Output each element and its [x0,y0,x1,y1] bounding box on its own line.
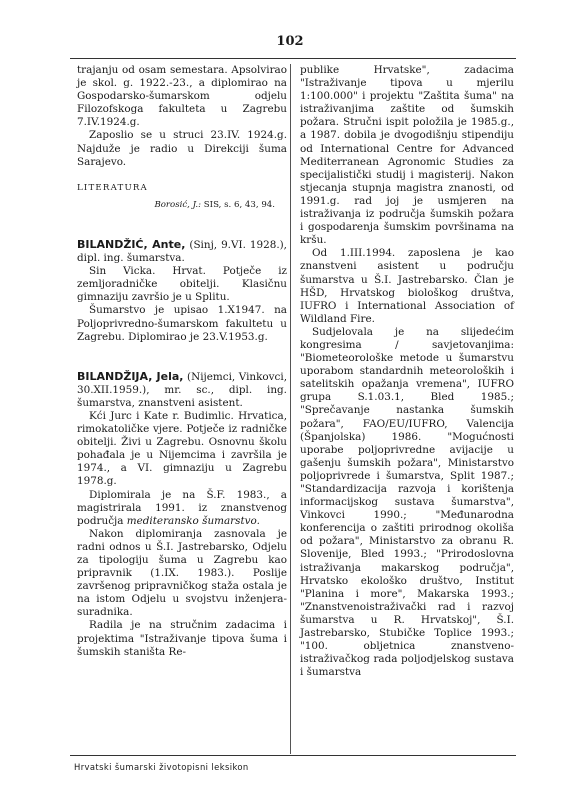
paragraph: Sudjelovala je na slijedećim kongresima / savjetovanjima: "Biometeorološke metode u šumarstvu uporabom standardnih meteoroloških i satelitskih opažanja vremena", IUFRO grupa S.1.03.1, Bled 1985.; "Sprečavanje nastanka šumskih požara", FAO/EU/IUFRO, Valencija (Španjolska) 1986. "Mogućnosti uporabe poljoprivredne avijacije u gašenju šumskih požara", Ministarstvo poljoprivrede i šumarstva, Split 1987.; "Standardizacija razvoja i korištenja informacijskog sustava šumarstva", Vinkovci 1990.; "Međunarodna konferencija o zaštiti prirodnog okoliša od požara", Ministarstvo za obranu R. Slovenije, Bled 1993.; "Prirodoslovna istraživanja makarskog područja", Hrvatsko ekološko društvo, Institut "Planina i more", Makarska 1993.; "Znanstvenoistraživački rad i razvoj šumarstva u R. Hrvatskoj", Š.I. Jastrebarsko, Stubičke Toplice 1993.; "100. obljetnica znanstveno-istraživačkog rada poljodjelskog sustava i šumarstva [300,325,514,679]
paragraph [77,489,287,528]
paragraph-text: Diplomirala je na Š.F. 1983., a magistrirala 1991. iz znanstvenog područja [77,488,287,527]
emphasis-text: mediteransko šumarstvo. [126,514,260,527]
page-number: 102 [276,34,304,49]
literature-heading: LITERATURA [77,182,148,193]
paragraph: Zaposlio se u struci 23.IV. 1924.g. Najduže je radio u Direkciji šuma Sarajevo. [77,129,287,168]
footer-text: Hrvatski šumarski životopisni leksikon [74,762,249,772]
column-divider [290,64,291,754]
left-column [77,64,287,659]
entry-heading-bilandzic [77,238,287,265]
entry-details: (Sinj, 9.VI. 1928.), dipl. ing. šumarstva. [77,238,287,265]
paragraph: Radila je na stručnim zadacima i projektima "Istraživanje tipova šuma i šumskih staništa Re- [77,619,287,658]
paragraph: Šumarstvo je upisao 1.X1947. na Poljoprivredno-šumarskom fakultetu u Zagrebu. Diplomirao je 23.V.1953.g. [77,304,287,343]
literature-author: Borosić, J.: [154,199,202,210]
paragraph: Nakon diplomiranja zasnovala je radni odnos u Š.I. Jastrebarsko, Odjelu za tipologiju šuma u Zagrebu kao pripravnik (1.IX. 1983.). Poslije završenog pripravničkog staža ostala je na istom Odjelu u svojstvu inženjera-suradnika. [77,527,287,619]
paragraph: Sin Vicka. Hrvat. Potječe iz zemljoradničke obitelji. Klasičnu gimnaziju završio je u Splitu. [77,265,287,304]
header-rule [70,58,516,59]
paragraph: trajanju od osam semestara. Apsolvirao je skol. g. 1922.-23., a diplomirao na Gospodarsko-šumarskom odjelu Filozofskoga fakulteta u Zagrebu 7.IV.1924.g. [77,64,287,129]
right-column [300,64,514,679]
literature-reference: SIS, s. 6, 43, 94. [201,199,275,210]
entry-name: BILANDŽIJA, Jela, [77,369,184,383]
paragraph: publike Hrvatske", zadacima "Istraživanje tipova u mjerilu 1:100.000" i projektu "Zaštita šuma" na istraživanjima zaštite od šumskih požara. Stručni ispit položila je 1985.g., a 1987. dobila je dvogodišnju stipendiju od International Centre for Advanced Mediterranean Agronomic Studies za specijalistički studij i magisterij. Nakon stjecanja stupnja magistra znanosti, od 1991.g. rad joj je usmjeren na istraživanja iz područja šumskih požara i gospodarenja šumskim površinama na kršu. [300,64,514,247]
literature-entry [77,199,287,212]
entry-details: (Nijemci, Vinkovci, 30.XII.1959.), mr. sc., dipl. ing. šumarstva, znanstveni asistent. [77,370,287,409]
footer-rule [70,755,516,756]
entry-name: BILANDŽIĆ, Ante, [77,237,186,251]
paragraph: Kći Jurc i Kate r. Budimlic. Hrvatica, rimokatoličke vjere. Potječe iz radničke obitelji. Živi u Zagrebu. Osnovnu školu pohađala je u Nijemcima i završila je 1974., a VI. gimnaziju u Zagrebu 1978.g. [77,409,287,488]
paragraph: Od 1.III.1994. zaposlena je kao znanstveni asistent u području šumarstva u Š.I. Jastrebarsko. Član je HŠD, Hrvatskog biološkog društva, IUFRO i International Association of Wildland Fire. [300,247,514,325]
entry-heading-bilandzija [77,370,287,410]
